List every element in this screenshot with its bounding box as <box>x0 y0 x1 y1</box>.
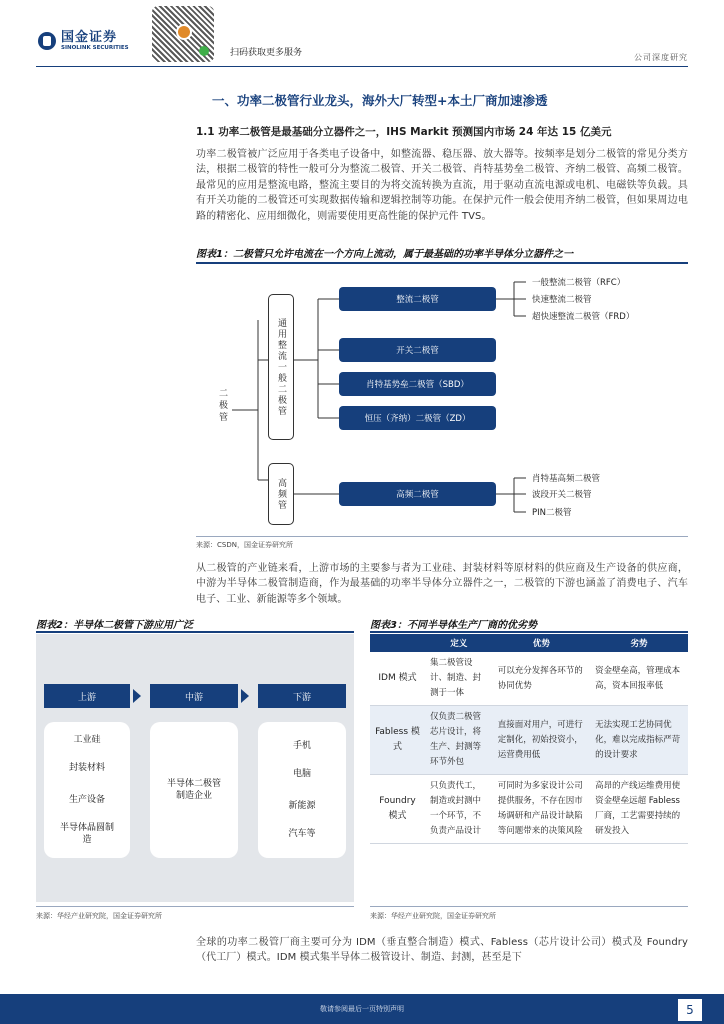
tree-root-label: 二极管 <box>217 388 227 424</box>
header-divider <box>36 66 688 67</box>
upstream-item: 半导体晶圆制造 <box>59 823 114 845</box>
stage-midstream: 中游 <box>150 684 238 708</box>
body-paragraph-2: 从二极管的产业链来看，上游市场的主要参与者为工业硅、封装材料等原材料的供应商及生产设备的供应商，中游为半导体二极管制造商，作为最基础的功率半导体分立器件之一，二极管的下游也涵盖了消费电子、汽车电子、工业、新能源等多个领域。 <box>196 563 688 605</box>
midstream-item: 半导体二极管制造企业 <box>166 779 221 801</box>
business-model-table <box>370 634 688 844</box>
section-heading: 一、功率二极管行业龙头，海外大厂转型+本土厂商加速渗透 <box>212 93 548 108</box>
group-general-box <box>268 294 294 440</box>
logo-mark-icon <box>38 32 56 50</box>
leaf-fast: 快速整流二极管 <box>532 295 592 305</box>
page-header <box>0 0 724 68</box>
midstream-card <box>150 722 238 858</box>
table-cell-mode: IDM 模式 <box>370 652 425 706</box>
table-cell: 集二极管设计、制造、封测于一体 <box>425 652 493 706</box>
figure3-bottom-rule <box>370 906 688 907</box>
figure2-title: 图表2：半导体二极管下游应用广泛 <box>36 620 193 631</box>
stage-upstream: 上游 <box>44 684 130 708</box>
report-type: 公司深度研究 <box>634 53 688 62</box>
subsection-heading: 1.1 功率二极管是最基础分立器件之一，IHS Markit 预测国内市场 24 年达 15 亿美元 <box>196 126 612 138</box>
table-cell: 无法实现工艺协同优化，难以完成指标严苛的设计要求 <box>590 706 688 775</box>
table-cell-mode: Fabless 模式 <box>370 706 425 775</box>
figure2-title-rule <box>36 631 354 633</box>
industry-chain-diagram <box>36 634 354 902</box>
figure3-source: 来源：华经产业研究院，国金证券研究所 <box>370 912 496 920</box>
leaf-frd: 超快速整流二极管（FRD） <box>532 312 635 322</box>
table-cell: 可同时为多家设计公司提供服务，不存在因市场调研和产品设计缺陷等问题带来的决策风险 <box>493 775 590 844</box>
upstream-item: 封装材料 <box>68 763 105 773</box>
node-switching: 开关二极管 <box>339 338 496 362</box>
upstream-item: 生产设备 <box>68 795 105 805</box>
node-highfreq: 高频二极管 <box>339 482 496 506</box>
disclaimer-link[interactable]: 敬请参阅最后一页特别声明 <box>320 1005 404 1013</box>
node-rectifier: 整流二极管 <box>339 287 496 311</box>
scan-hint: 扫码获取更多服务 <box>230 48 303 58</box>
table-cell: 直接面对用户，可进行定制化，初始投资小，运营费用低 <box>493 706 590 775</box>
figure2-bottom-rule <box>36 906 354 907</box>
table-cell: 可以充分发挥各环节的协同优势 <box>493 652 590 706</box>
body-paragraph-1: 功率二极管被广泛应用于各类电子设备中，如整流器、稳压器、放大器等。按频率是划分二极管的常见分类方法，根据二极管的特性一般可分为整流二极管、开关二极管、肖特基势垒二极管、齐纳二极管、高频二极管。最常见的应用是整流电路，整流主要目的为将交流转换为直流，用于驱动直流电源或电机、电磁铁等负载。具有开关功能的二极管还可实现数据传输和逻辑控制等功能。在保护元件一般会使用齐纳二极管，但如果周边电路的精密化、应用细微化，则需要使用更高性能的保护元件 TVS。 <box>196 149 688 222</box>
table-header-row <box>370 634 688 652</box>
arrow-icon <box>241 689 249 703</box>
downstream-item: 新能源 <box>288 801 316 811</box>
downstream-item: 手机 <box>292 741 311 751</box>
figure2-source: 来源：华经产业研究院，国金证券研究所 <box>36 912 162 920</box>
logo-en: SINOLINK SECURITIES <box>61 44 129 51</box>
comparison-table <box>370 634 688 844</box>
body-paragraph-3: 全球的功率二极管厂商主要可分为 IDM（垂直整合制造）模式、Fabless（芯片设计公司）模式及 Foundry（代工厂）模式。IDM 模式集半导体二极管设计、制造、封测，甚至是下 <box>196 937 688 964</box>
table-cell: 仅负责二极管芯片设计，将生产、封测等环节外包 <box>425 706 493 775</box>
downstream-card <box>258 722 346 858</box>
figure3-title-rule <box>370 631 688 633</box>
table-cell: 资金壁垒高，管理成本高，资本回报率低 <box>590 652 688 706</box>
group-highfreq-box <box>268 463 294 525</box>
upstream-item: 工业硅 <box>73 735 101 745</box>
node-zener: 恒压（齐纳）二极管（ZD） <box>339 406 496 430</box>
figure1-title-rule <box>196 262 688 264</box>
table-cell-mode: Foundry 模式 <box>370 775 425 844</box>
group-highfreq-label: 高频管 <box>276 477 286 511</box>
figure1-bottom-rule <box>196 536 688 537</box>
leaf-rfc: 一般整流二极管（RFC） <box>532 278 626 288</box>
arrow-icon <box>133 689 141 703</box>
logo-cn: 国金证券 <box>61 29 118 45</box>
wechat-icon <box>199 46 209 56</box>
group-general-label: 通用整流一般二极管 <box>276 317 286 417</box>
qr-avatar-icon <box>176 24 192 40</box>
table-header <box>370 634 425 652</box>
company-logo <box>38 30 148 52</box>
stage-downstream: 下游 <box>258 684 346 708</box>
leaf-band-switch: 波段开关二极管 <box>532 490 592 500</box>
table-row <box>370 775 688 844</box>
figure1-source: 来源：CSDN，国金证券研究所 <box>196 541 293 549</box>
table-cell: 只负责代工，制造或封测中一个环节，不负责产品设计 <box>425 775 493 844</box>
page-number: 5 <box>678 999 702 1021</box>
figure1-title: 图表1：二极管只允许电流在一个方向上流动，属于最基础的功率半导体分立器件之一 <box>196 249 573 260</box>
diode-classification-tree <box>196 270 688 532</box>
downstream-item: 电脑 <box>292 769 311 779</box>
table-cell: 高昂的产线运维费用使资金壁垒远超 Fabless 厂商，工艺需要持续的研发投入 <box>590 775 688 844</box>
leaf-schottky-hf: 肖特基高频二极管 <box>532 474 601 484</box>
table-header: 定义 <box>425 634 493 652</box>
node-schottky: 肖特基势垒二极管（SBD） <box>339 372 496 396</box>
leaf-pin: PIN二极管 <box>532 508 572 518</box>
upstream-card <box>44 722 130 858</box>
table-row <box>370 706 688 775</box>
table-header: 劣势 <box>590 634 688 652</box>
table-row <box>370 652 688 706</box>
table-header: 优势 <box>493 634 590 652</box>
figure3-title: 图表3：不同半导体生产厂商的优劣势 <box>370 620 537 631</box>
downstream-item: 汽车等 <box>288 829 316 839</box>
